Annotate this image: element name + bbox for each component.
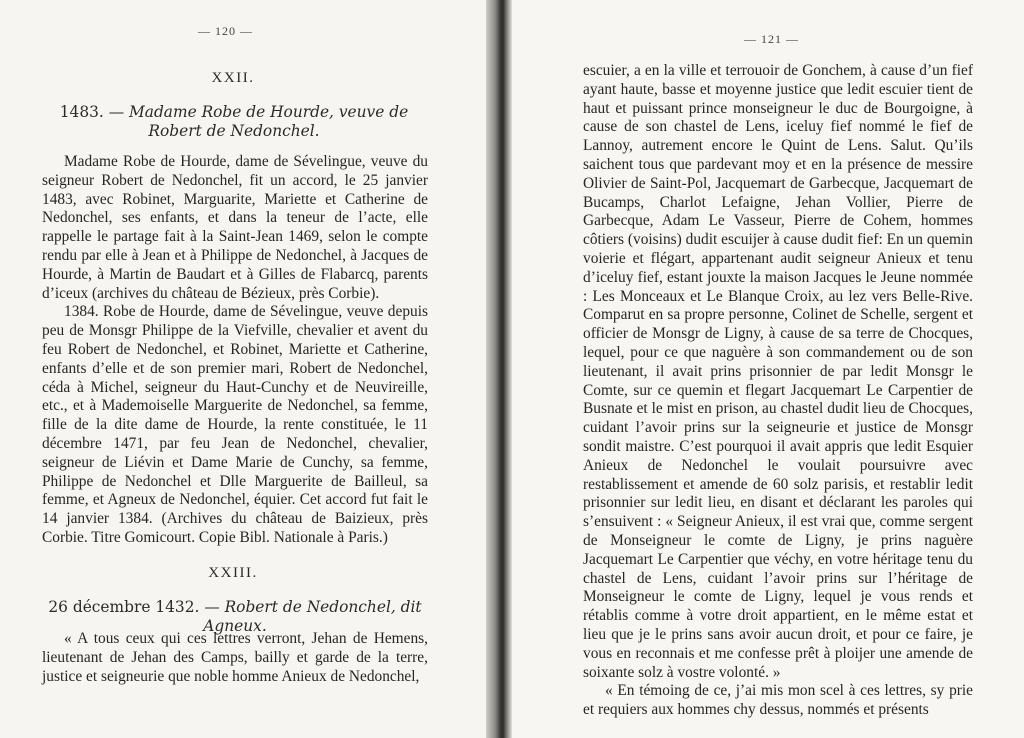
paragraph: escuier, a en la ville et terrouoir de Gonchem, à cause d’un fief ayant haute, basse et moyenne justice que ledit escuier tient de haut et puissant prince monseigneur le duc de Bourgoigne, à cause de son chastel de Lens, iceluy fief nommé le fief de Lannoy, autrement encore le Quint de Lens. Salut. Qu’ils saichent tous que pardevant moy et en la présence de messire Olivier de Saint-Pol, Jacquemart de Garbecque, Jacquemart de Bucamps, Charlot Lefaigne, Jehan Vollier, Pierre de Garbecque, Adam Le Vasseur, Pierre de Cohem, hommes côtiers (voisins) dudit escuijer à cause dudit fief: En un quemin voierie et flégart, appartenant audit seigneur Anieux et tenu d’iceluy fief, estant jouxte la maison Jacques le Jeune nommée : Les Monceaux et Le Blanque Croix, au lez vers Belle-Rive. Comparut en sa propre personne, Colinet de Schelle, sergent et officier de Monsgr de Ligny, à cause de sa terre de Chocques, lequel, pour ce que naguère à son commandement ou de son lieutenant, il avait prins prisonnier de par ledit Monsgr le Comte, sur ce quemin et flegart Jacquemart Le Carpentier de Busnate et le mist en prison, au chastel dudit lieu de Chocques, cuidant l’avoir prins sur la seigneurie et justice de Monsgr sondit maistre. C’est pourquoi il avait appris que ledit Esquier Anieux de Nedonchel le voulait poursuivre avec restablissement et amende de 60 solz parisis, et restablir ledit prisonnier sur ledit lieu, en disant et déclarant les paroles qui s’ensuivent : « Seigneur Anieux, il est vrai que, comme sergent de Monseigneur le comte de Ligny, je prins naguère Jacquemart Le Carpentier que véchy, en votre héritage tenu du chastel de Lens, cuidant l’avoir prins sur l’héritage de Monseigneur le comte de Ligny, lequel je vous rends et rétablis comme à votre droit appartient, en le même estat et lieu que je le prins sans avoir aucun droit, et pour ce faire, je vous en reconnais et me confesse prêt à ploijer une amende de soixante solz à vostre volonté. »	[583, 62, 973, 681]
section-number: XXII.	[211, 70, 255, 86]
paragraph: 1384. Robe de Hourde, dame de Sévelingue, veuve depuis peu de Monsgr Philippe de la Viefville, chevalier et avent du feu Robert de Nedonchel, et Robinet, Mariette et Catherine, enfants d’elle et de son premier mari, Robert de Nedonchel, céda à Michel, seigneur du Haut-Cunchy et de Neuvireille, etc., et à Mademoiselle Marguerite de Nedonchel, sa femme, fille de la dite dame de Hourde, la rente constituée, le 11 décembre 1471, par feu Jean de Nedonchel, chevalier, seigneur de Liévin et Dame Marie de Cunchy, sa femme, Philippe de Nedonchel et Dlle Marguerite de Bailleul, sa femme, et Agneux de Nedonchel, équier. Cet accord fut fait le 14 janvier 1384. (Archives du château de Baizieux, près Corbie. Titre Gomicourt. Copie Bibl. Nationale à Paris.)	[42, 303, 428, 546]
page-number: — 121 —	[744, 32, 799, 46]
section-date: 26 décembre 1432.	[48, 598, 200, 616]
left-page	[0, 0, 486, 738]
paragraph: « En témoing de ce, j’ai mis mon scel à ces lettres, sy prie et requiers aux hommes chy dessus, nommés et présents	[583, 682, 973, 719]
section-heading	[48, 103, 420, 141]
paragraph: Madame Robe de Hourde, dame de Sévelingue, veuve du seigneur Robert de Nedonchel, fit un accord, le 25 janvier 1483, avec Robinet, Marguarite, Mariette et Catherine de Nedonchel, ses enfants, et dans la teneur de l’acte, elle rappelle le partage fait à la Saint-Jean 1469, selon le compte rendu par elle à Jean et à Philippe de Nedonchel, à Jacques de Hourde, à Martin de Baudart et à Gilles de Flabarcq, parents d’iceux (archives du château de Bézieux, près Corbie).	[42, 153, 428, 302]
section-body	[42, 153, 428, 548]
paragraph: « A tous ceux qui ces lettres verront, Jehan de Hemens, lieutenant de Jehan des Camps, bailly et garde de la terre, justice et seigneurie que noble homme Anieux de Nedonchel,	[42, 630, 428, 685]
section-body	[42, 630, 428, 686]
right-page-body	[583, 62, 973, 720]
page-number: — 120 —	[198, 24, 253, 38]
section-date: 1483.	[59, 103, 104, 121]
section-title: — Robert de Nedonchel, dit Agneux.	[203, 598, 422, 635]
section-number: XXIII.	[208, 565, 258, 581]
book-gutter	[486, 0, 512, 738]
section-title: — Madame Robe de Hourde, veuve de Robert de Nedonchel.	[108, 103, 409, 140]
